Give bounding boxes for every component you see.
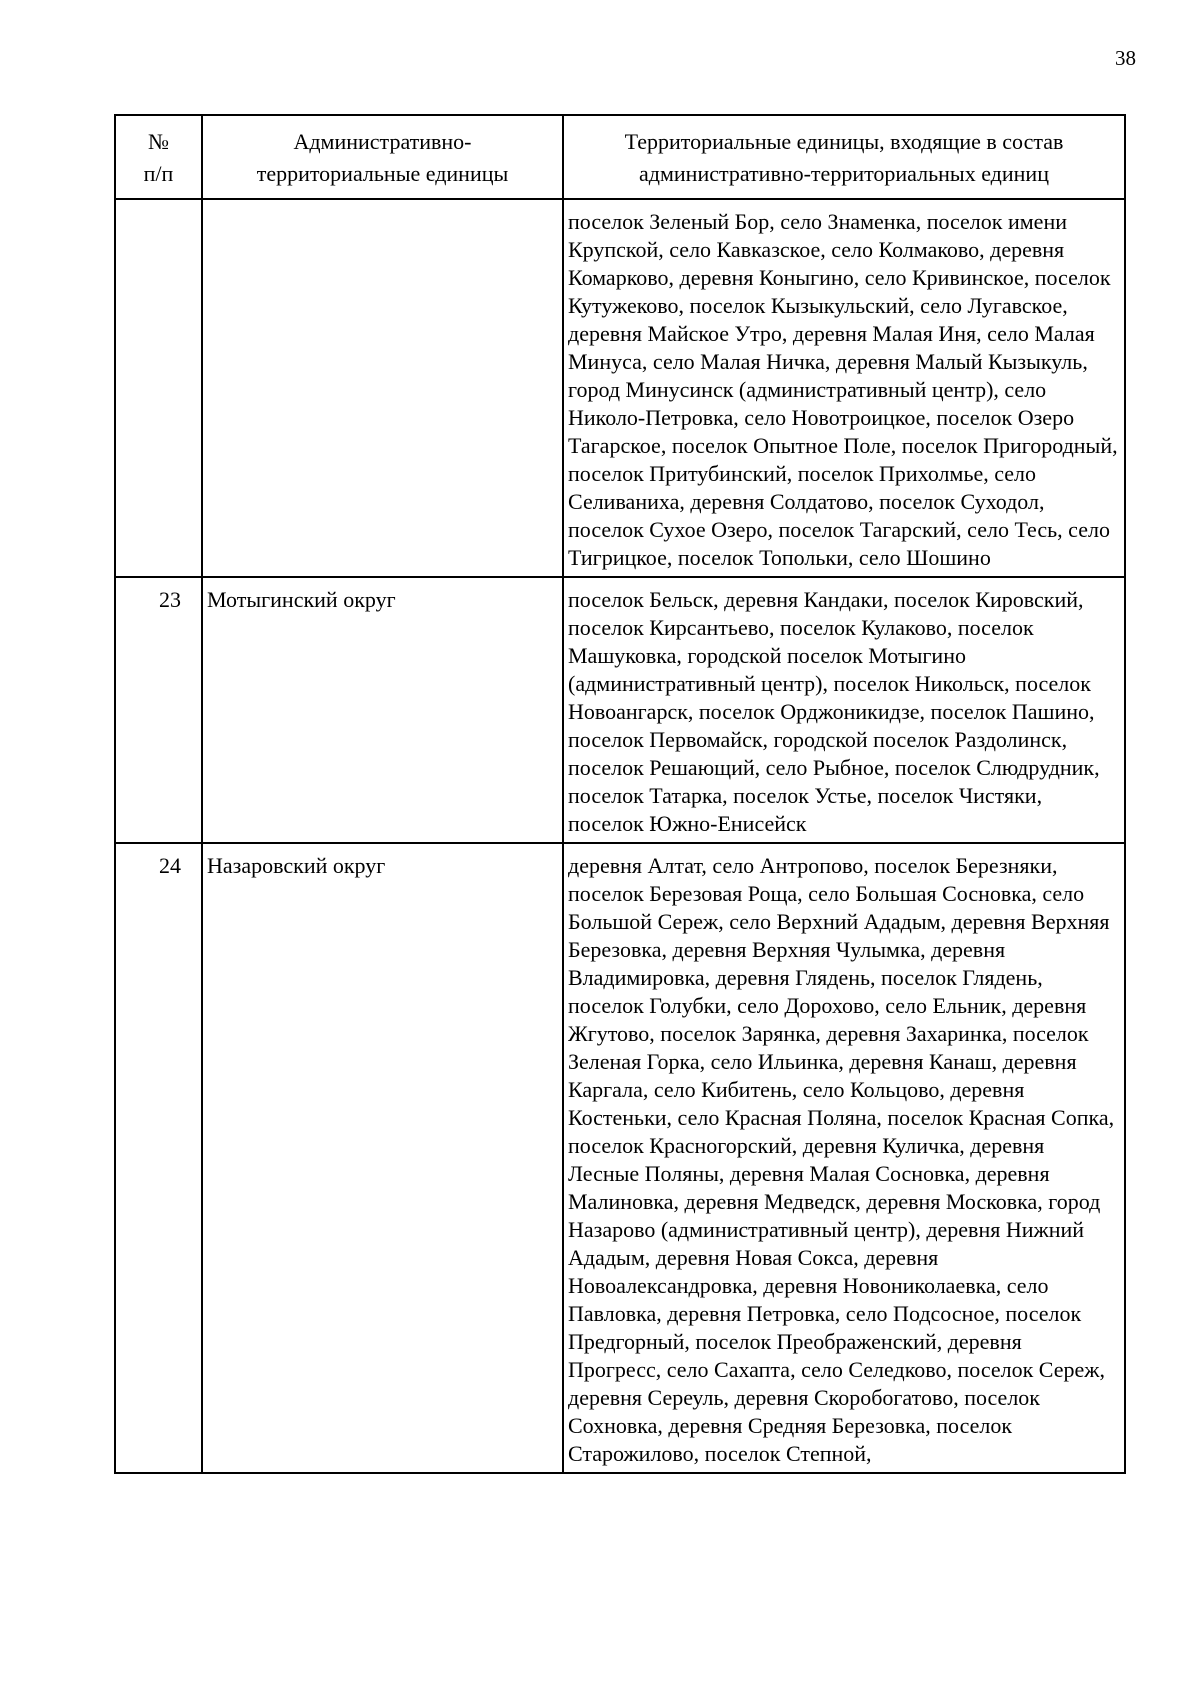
territory-table: [114, 114, 1126, 1474]
row-territories: поселок Бельск, деревня Кандаки, поселок Кировский, поселок Кирсантьево, поселок Кулаково, поселок Машуковка, городской поселок Мотыгино (административный центр), поселок Никольск, поселок Новоангарск, поселок Орджоникидзе, поселок Пашино, поселок Первомайск, городской поселок Раздолинск, поселок Решающий, село Рыбное, поселок Слюдрудник, поселок Татарка, поселок Устье, поселок Чистяки, поселок Южно-Енисейск: [563, 577, 1125, 843]
row-territories: деревня Алтат, село Антропово, поселок Березняки, поселок Березовая Роща, село Большая Сосновка, село Большой Сереж, село Верхний Ададым, деревня Верхняя Березовка, деревня Верхняя Чулымка, деревня Владимировка, деревня Глядень, поселок Глядень, поселок Голубки, село Дорохово, село Ельник, деревня Жгутово, поселок Зарянка, деревня Захаринка, поселок Зеленая Горка, село Ильинка, деревня Канаш, деревня Каргала, село Кибитень, село Кольцово, деревня Костеньки, село Красная Поляна, поселок Красная Сопка, поселок Красногорский, деревня Куличка, деревня Лесные Поляны, деревня Малая Сосновка, деревня Малиновка, деревня Медведск, деревня Московка, город Назарово (административный центр), деревня Нижний Ададым, деревня Новая Сокса, деревня Новоалександровка, деревня Новониколаевка, село Павловка, деревня Петровка, село Подсосное, поселок Предгорный, поселок Преображенский, деревня Прогресс, село Сахапта, село Селедково, поселок Сереж, деревня Сереуль, деревня Скоробогатово, поселок Сохновка, деревня Средняя Березовка, поселок Старожилово, поселок Степной,: [563, 843, 1125, 1473]
page-number: 38: [1115, 46, 1136, 70]
table-header-row: [115, 115, 1125, 199]
row-number: 23: [115, 577, 202, 843]
table-row: [115, 843, 1125, 1473]
header-territories: [563, 115, 1125, 199]
header-admin-unit: [202, 115, 563, 199]
header-number-line1: №: [148, 129, 169, 154]
header-number-line2: п/п: [143, 161, 174, 186]
row-admin-unit: Мотыгинский округ: [202, 577, 563, 843]
header-number: [115, 115, 202, 199]
header-admin-unit-line1: Административно-: [293, 129, 472, 154]
row-number: [115, 199, 202, 577]
row-territories: поселок Зеленый Бор, село Знаменка, поселок имени Крупской, село Кавказское, село Колмаково, деревня Комарково, деревня Коныгино, село Кривинское, поселок Кутужеково, поселок Кызыкульский, село Лугавское, деревня Майское Утро, деревня Малая Иня, село Малая Минуса, село Малая Ничка, деревня Малый Кызыкуль, город Минусинск (административный центр), село Николо-Петровка, село Новотроицкое, поселок Озеро Тагарское, поселок Опытное Поле, поселок Пригородный, поселок Притубинский, поселок Прихолмье, село Селиваниха, деревня Солдатово, поселок Суходол, поселок Сухое Озеро, поселок Тагарский, село Тесь, село Тигрицкое, поселок Топольки, село Шошино: [563, 199, 1125, 577]
table-row: [115, 577, 1125, 843]
header-territories-line1: Территориальные единицы, входящие в состав: [624, 129, 1064, 154]
header-territories-line2: административно-территориальных единиц: [639, 161, 1049, 186]
table-row: [115, 199, 1125, 577]
row-number: 24: [115, 843, 202, 1473]
header-admin-unit-line2: территориальные единицы: [256, 161, 509, 186]
row-admin-unit: [202, 199, 563, 577]
row-admin-unit: Назаровский округ: [202, 843, 563, 1473]
